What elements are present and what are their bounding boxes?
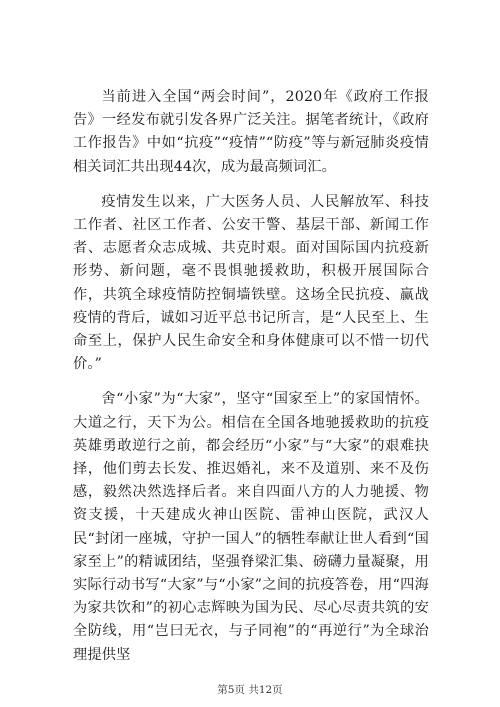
paragraph-1: 当前进入全国“两会时间”，2020年《政府工作报告》一经发布就引发各界广泛关注。据笔者统计，《政府工作报告》中如“抗疫”“疫情”“防疫”等与新冠肺炎疫情相关词汇共出现44次，成为最高频词汇。 bbox=[73, 89, 429, 175]
paragraph-2: 疫情发生以来，广大医务人员、人民解放军、科技工作者、社区工作者、公安干警、基层干部、新闻工作者、志愿者众志成城、共克时艰。面对国际国内抗疫新形势、新问题，毫不畏惧驰援救助，积极开展国际合作，共筑全球疫情防控铜墙铁壁。这场全民抗疫、赢战疫情的背后，诚如习近平总书记所言，是“人民至上、生命至上，保护人民生命安全和身体健康可以不惜一切代价。” bbox=[73, 193, 429, 373]
document-body bbox=[73, 86, 429, 679]
paragraph-3: 舍“小家”为“大家”，坚守“国家至上”的家国情怀。大道之行，天下为公。相信在全国各地驰援救助的抗疫英雄勇敢逆行之前，都会经历“小家”与“大家”的艰难抉择，他们剪去长发、推迟婚礼，来不及道别、来不及伤感，毅然决然选择后者。来自四面八方的人力驰援、物资支援，十天建成火神山医院、雷神山医院，武汉人民“封闭一座城，守护一国人”的牺牲奉献让世人看到“国家至上”的精诚团结，坚强脊梁汇集、磅礴力量凝聚，用实际行动书写“大家”与“小家”之间的抗疫答卷，用“四海为家共饮和”的初心志辉映为国为民、尽心尽责共筑的安全防线，用“岂曰无衣，与子同袍”的“再逆行”为全球治理提供坚 bbox=[73, 391, 429, 663]
page-number-footer: 第5页 共12页 bbox=[217, 684, 283, 696]
